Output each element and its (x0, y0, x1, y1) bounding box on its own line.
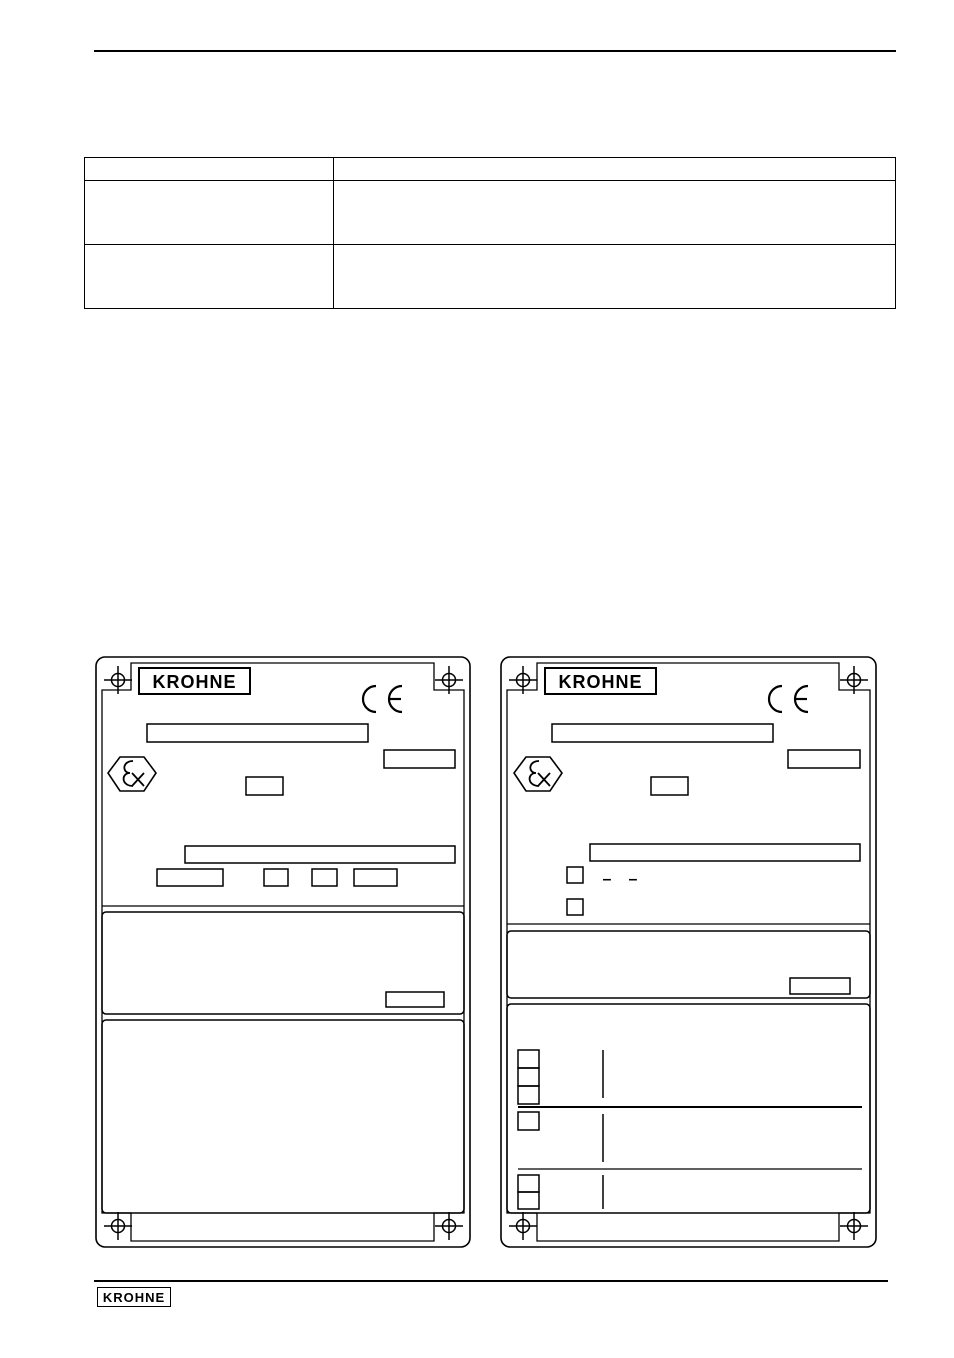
checkbox (518, 1086, 539, 1104)
mounting-hole-icon (509, 1212, 537, 1240)
ce-mark-icon (363, 686, 402, 712)
krohne-logo (545, 668, 656, 694)
dash-label: – (602, 871, 612, 888)
mounting-hole-icon (435, 1212, 463, 1240)
field-box (386, 992, 444, 1007)
checkbox (518, 1112, 539, 1130)
checkbox (518, 1068, 539, 1086)
nameplate-section (102, 912, 464, 1014)
footer-rule (94, 1280, 888, 1282)
dash-label: – (628, 871, 638, 888)
field-box (312, 869, 337, 886)
nameplate-right (501, 657, 876, 1247)
field-box (354, 869, 397, 886)
nameplate-section (102, 1020, 464, 1213)
field-box (185, 846, 455, 863)
nameplate-section (507, 931, 870, 998)
krohne-logo (139, 668, 250, 694)
nameplate-section (507, 1004, 870, 1213)
krohne-logo-text: KROHNE (558, 672, 643, 692)
field-box (552, 724, 773, 742)
checkbox (567, 867, 583, 883)
field-box (246, 777, 283, 795)
krohne-logo-text: KROHNE (152, 672, 237, 692)
footer-logo-text: KROHNE (102, 1289, 166, 1305)
field-box (651, 777, 688, 795)
field-box (790, 978, 850, 994)
field-box (157, 869, 223, 886)
ce-mark-icon (769, 686, 808, 712)
ex-mark-icon (108, 757, 156, 791)
field-box (590, 844, 860, 861)
checkbox (518, 1192, 539, 1209)
ex-mark-icon (514, 757, 562, 791)
checkbox (518, 1050, 539, 1068)
field-box (384, 750, 455, 768)
checkbox (518, 1175, 539, 1192)
mounting-hole-icon (104, 1212, 132, 1240)
checkbox (567, 899, 583, 915)
field-box (788, 750, 860, 768)
field-box (264, 869, 288, 886)
field-box (147, 724, 368, 742)
mounting-hole-icon (840, 1212, 868, 1240)
nameplate-left (96, 657, 470, 1247)
footer-logo (97, 1287, 171, 1307)
